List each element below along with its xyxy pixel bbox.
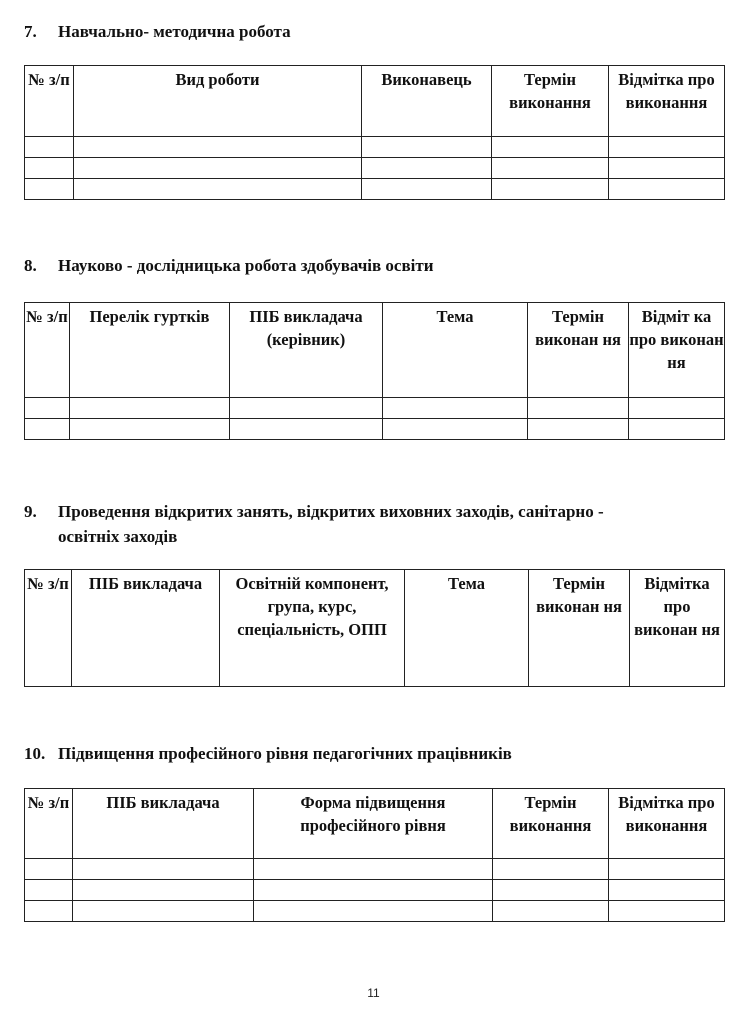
table-row (25, 419, 725, 440)
header-number: № з/п (25, 303, 70, 398)
header-number: № з/п (25, 66, 74, 137)
table-row (25, 137, 725, 158)
header-teacher-name: ПІБ викладача (73, 789, 254, 859)
section-8-table (24, 302, 725, 440)
header-training-form: Форма підвищення професійного рівня (254, 789, 493, 859)
section-10-heading (24, 741, 512, 766)
header-teacher-name: ПІБ викладача (72, 570, 220, 687)
header-topic: Тема (405, 570, 529, 687)
header-deadline: Термін виконання (492, 66, 609, 137)
header-work-type: Вид роботи (74, 66, 362, 137)
section-7-number: 7. (24, 22, 37, 41)
header-topic: Тема (383, 303, 528, 398)
table-row (25, 880, 725, 901)
table-header-row (25, 66, 725, 137)
section-10-title: Підвищення професійного рівня педагогічних працівників (58, 744, 512, 763)
section-7-title: Навчально- методична робота (58, 22, 291, 41)
table-row (25, 158, 725, 179)
table-row (25, 398, 725, 419)
section-9-heading (24, 499, 604, 549)
section-9-title: Проведення відкритих занять, відкритих виховних заходів, санітарно - (58, 502, 604, 521)
section-7-heading (24, 19, 291, 44)
section-9-number: 9. (24, 502, 37, 521)
header-executor: Виконавець (362, 66, 492, 137)
table-header-row (25, 570, 725, 687)
section-10-table (24, 788, 725, 922)
header-completion-mark: Відмітка про виконання (609, 66, 725, 137)
header-completion-mark: Відміт ка про виконан ня (629, 303, 725, 398)
header-course-component: Освітній компонент, група, курс, спеціальність, ОПП (220, 570, 405, 687)
header-deadline: Термін виконан ня (528, 303, 629, 398)
section-8-heading (24, 253, 434, 278)
section-10-number: 10. (24, 744, 46, 763)
table-header-row (25, 789, 725, 859)
header-number: № з/п (25, 570, 72, 687)
table-header-row (25, 303, 725, 398)
section-9-title-continued: освітніх заходів (58, 527, 178, 546)
section-9-table (24, 569, 725, 687)
section-8-title: Науково - дослідницька робота здобувачів освіти (58, 256, 434, 275)
section-8-number: 8. (24, 256, 37, 275)
header-teacher-name: ПІБ викладача (керівник) (230, 303, 383, 398)
table-row (25, 179, 725, 200)
header-clubs: Перелік гуртків (70, 303, 230, 398)
header-completion-mark: Відмітка про виконання (609, 789, 725, 859)
table-row (25, 859, 725, 880)
header-number: № з/п (25, 789, 73, 859)
section-7-table (24, 65, 725, 200)
header-deadline: Термін виконання (493, 789, 609, 859)
table-row (25, 901, 725, 922)
page-number: 11 (367, 986, 380, 1000)
header-deadline: Термін виконан ня (529, 570, 630, 687)
header-completion-mark: Відмітка про виконан ня (630, 570, 725, 687)
